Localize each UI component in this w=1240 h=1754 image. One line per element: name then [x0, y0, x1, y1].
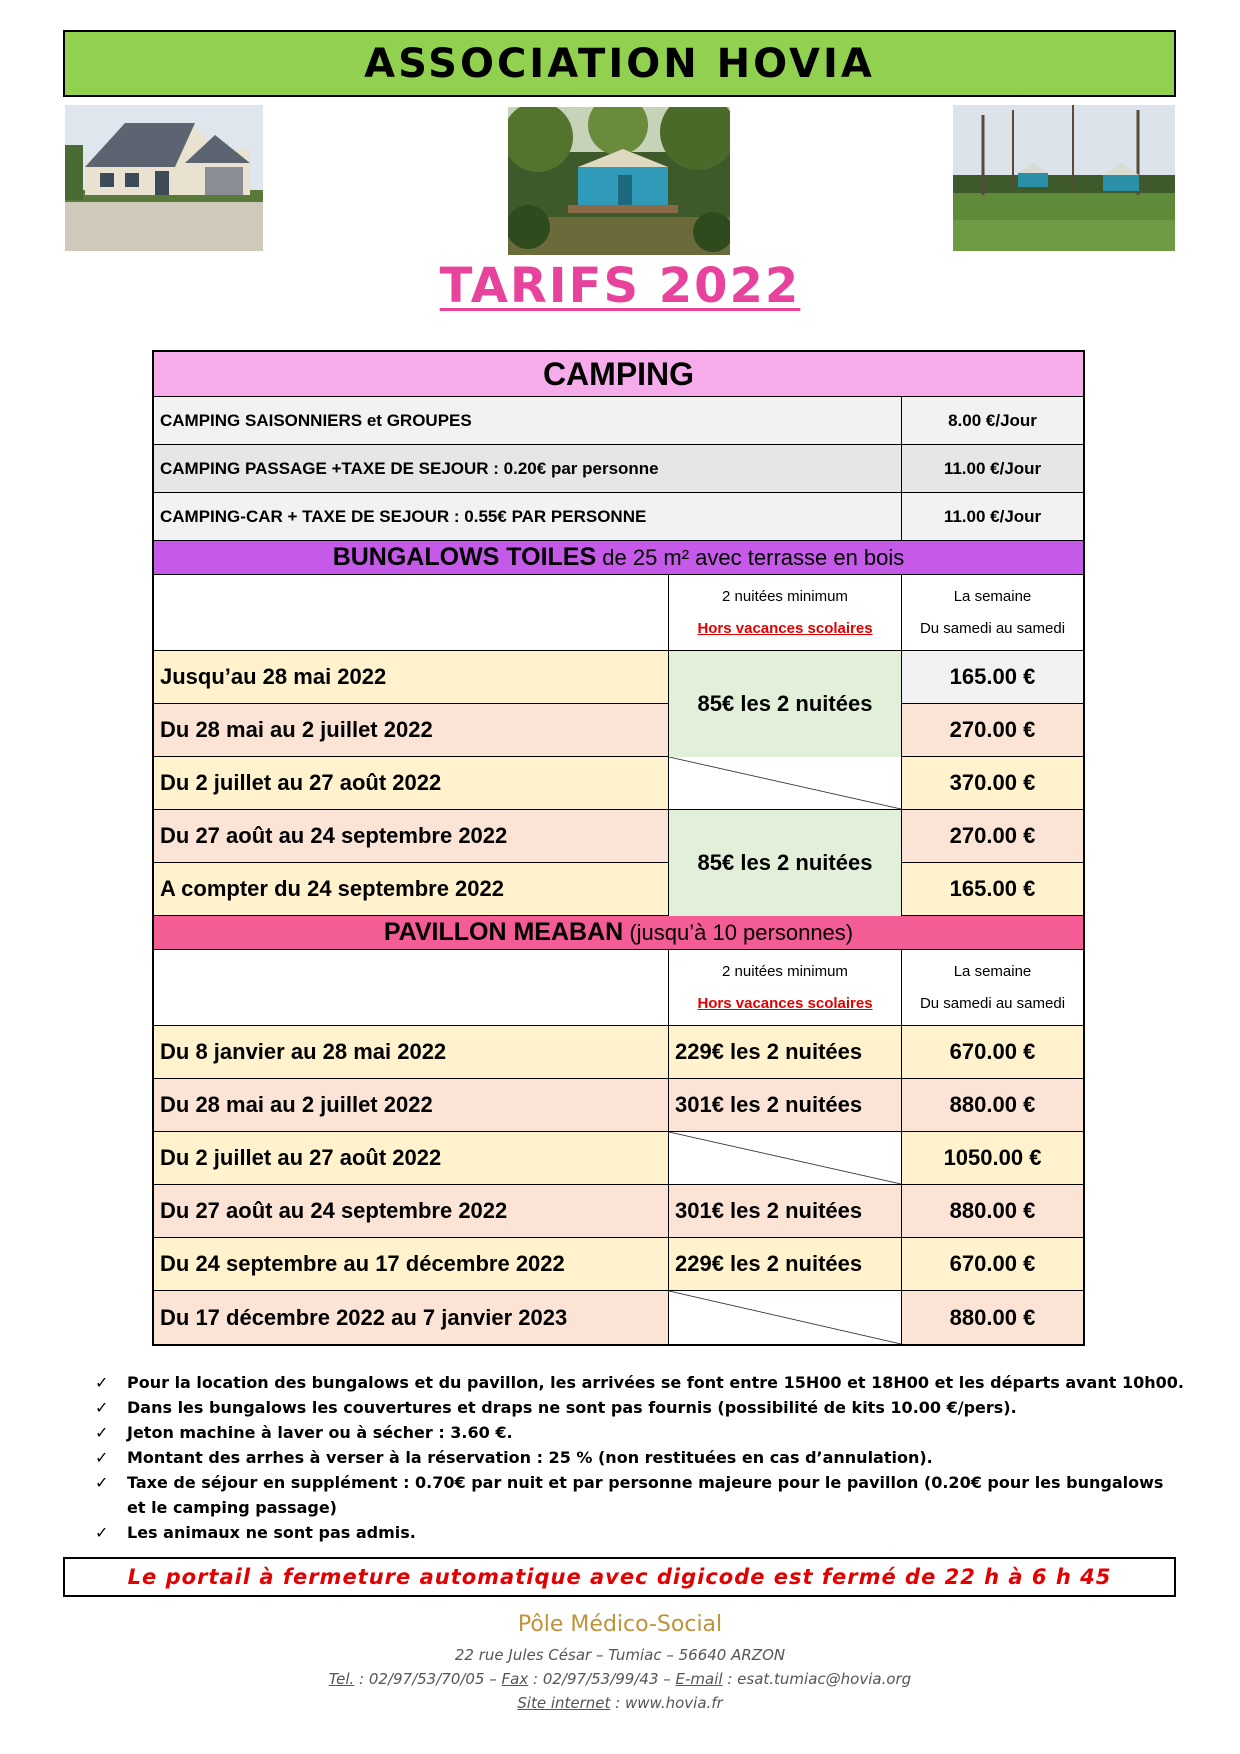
page-title: TARIFS 2022: [439, 258, 801, 314]
week-label: La semaine: [953, 962, 1032, 980]
bungalow-row: A compter du 24 septembre 2022 165.00 €: [154, 863, 1083, 916]
camping-row: [154, 397, 1083, 445]
list-item: ✓ Pour la location des bungalows et du pavillon, les arrivées se font entre 15H00 et 18H00 et les départs avant 10h00.: [95, 1370, 1185, 1395]
pavillon-row: Du 2 juillet au 27 août 2022 1050.00 €: [154, 1132, 1083, 1185]
camping-row: [154, 445, 1083, 493]
checkmark-icon: ✓: [95, 1373, 109, 1392]
footer-contacts: Tel. : 02/97/53/70/05 – Fax : 02/97/53/99/43 – E-mail : esat.tumiac@hovia.org: [328, 1670, 912, 1688]
list-item: ✓ Taxe de séjour en supplément : 0.70€ par nuit et par personne majeure pour le pavillon (0.20€ pour les bungalows et le camping passage): [95, 1470, 1185, 1520]
camping-price: 11.00 €/Jour: [901, 445, 1083, 492]
pavillon-row: Du 28 mai au 2 juillet 2022 301€ les 2 nuitées 880.00 €: [154, 1079, 1083, 1132]
list-item: ✓ Dans les bungalows les couvertures et draps ne sont pas fournis (possibilité de kits 10.00 €/pers).: [95, 1395, 1185, 1420]
camping-label: CAMPING SAISONNIERS et GROUPES: [160, 410, 472, 430]
camping-label: CAMPING-CAR + TAXE DE SEJOUR : 0.55€ PAR PERSONNE: [160, 506, 647, 526]
school-holidays-note: Hors vacances scolaires: [697, 994, 873, 1012]
not-available-cell: [668, 757, 901, 809]
bungalow-row: Du 28 mai au 2 juillet 2022 270.00 €: [154, 704, 1083, 757]
page-header: [63, 30, 1176, 97]
camping-price: 11.00 €/Jour: [901, 493, 1083, 540]
bungalow-row: Jusqu’au 28 mai 2022 165.00 €: [154, 651, 1083, 704]
week-label: La semaine: [953, 587, 1032, 605]
association-title: ASSOCIATION HOVIA: [364, 40, 875, 87]
site-label: Site internet: [517, 1694, 611, 1712]
checkmark-icon: ✓: [95, 1423, 109, 1442]
not-available-cell: [668, 1291, 901, 1344]
pavillon-row: Du 27 août au 24 septembre 2022 301€ les 2 nuitées 880.00 €: [154, 1185, 1083, 1238]
notes-list: [95, 1370, 1185, 1545]
camping-field-photo: [953, 105, 1175, 251]
checkmark-icon: ✓: [95, 1448, 109, 1467]
email-label: E-mail: [675, 1670, 723, 1688]
bungalow-row: Du 2 juillet au 27 août 2022 370.00 €: [154, 757, 1083, 810]
bungalow-nights-price: 85€ les 2 nuitées: [668, 651, 902, 757]
camping-row: [154, 493, 1083, 541]
camping-label: CAMPING PASSAGE +TAXE DE SEJOUR : 0.20€ par personne: [160, 458, 659, 478]
bungalow-row: Du 27 août au 24 septembre 2022 270.00 €: [154, 810, 1083, 863]
list-item: ✓ Montant des arrhes à verser à la réservation : 25 % (non restituées en cas d’annulation).: [95, 1445, 1185, 1470]
sat-to-sat-label: Du samedi au samedi: [919, 994, 1066, 1012]
footer-org: Pôle Médico-Social: [517, 1612, 723, 1637]
min-nights-label: 2 nuitées minimum: [722, 962, 848, 980]
website-link[interactable]: : www.hovia.fr: [610, 1694, 723, 1712]
pavillon-row: Du 8 janvier au 28 mai 2022 229€ les 2 nuitées 670.00 €: [154, 1026, 1083, 1079]
tel-label: Tel.: [328, 1670, 355, 1688]
email-link[interactable]: : esat.tumiac@hovia.org: [722, 1670, 912, 1688]
checkmark-icon: ✓: [95, 1398, 109, 1417]
not-available-cell: [668, 1132, 901, 1184]
house-photo: [65, 105, 263, 251]
pavillon-row: Du 17 décembre 2022 au 7 janvier 2023 880.00 €: [154, 1291, 1083, 1344]
bungalow-nights-price: 85€ les 2 nuitées: [668, 810, 902, 916]
pavillon-section-title: PAVILLON MEABAN (jusqu’à 10 personnes): [383, 918, 854, 946]
pavillon-row: Du 24 septembre au 17 décembre 2022 229€ les 2 nuitées 670.00 €: [154, 1238, 1083, 1291]
checkmark-icon: ✓: [95, 1523, 109, 1542]
footer-website: [0, 1694, 1240, 1712]
checkmark-icon: ✓: [95, 1473, 109, 1492]
portal-notice: Le portail à fermeture automatique avec digicode est fermé de 22 h à 6 h 45: [63, 1557, 1176, 1597]
sat-to-sat-label: Du samedi au samedi: [919, 619, 1066, 637]
footer-address: 22 rue Jules César – Tumiac – 56640 ARZON: [454, 1646, 786, 1664]
fax-label: Fax: [501, 1670, 529, 1688]
min-nights-label: 2 nuitées minimum: [722, 587, 848, 605]
camping-section-title: CAMPING: [542, 355, 695, 392]
bungalows-column-header: [154, 575, 1083, 651]
school-holidays-note: Hors vacances scolaires: [697, 619, 873, 637]
pavillon-column-header: [154, 950, 1083, 1026]
list-item: ✓ Les animaux ne sont pas admis.: [95, 1520, 1185, 1545]
list-item: ✓ Jeton machine à laver ou à sécher : 3.60 €.: [95, 1420, 1185, 1445]
bungalows-section-title: BUNGALOWS TOILES de 25 m² avec terrasse en bois: [332, 543, 905, 571]
pricing-table: [152, 350, 1085, 1346]
bungalow-photo: [508, 107, 730, 255]
camping-price: 8.00 €/Jour: [901, 397, 1083, 444]
